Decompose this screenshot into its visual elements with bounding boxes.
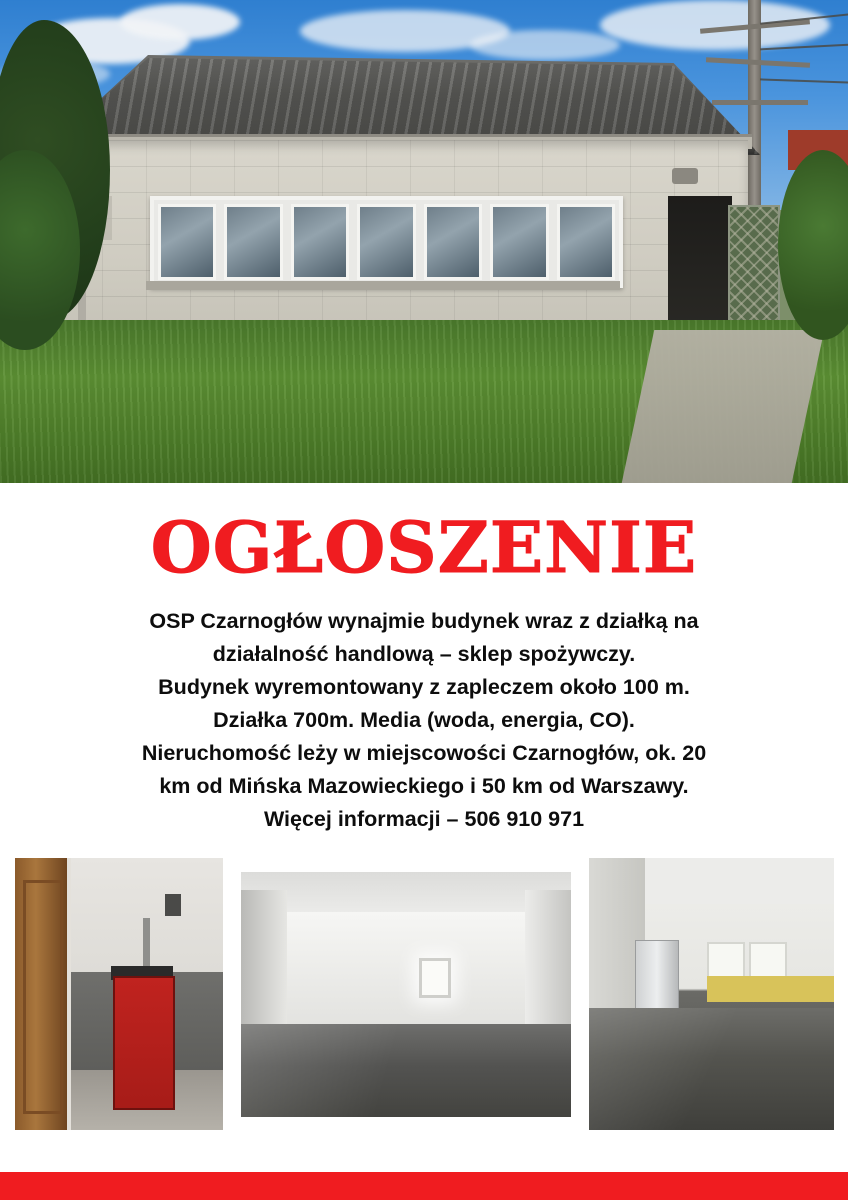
concrete-path xyxy=(622,330,825,483)
text-line: Nieruchomość leży w miejscowości Czarnogłów, ok. 20 xyxy=(141,741,707,765)
contact-line: Więcej informacji – 506 910 971 xyxy=(263,807,585,831)
bottom-accent-bar xyxy=(0,1172,848,1200)
floor-reflection xyxy=(241,1024,571,1117)
yellow-wall-stripe xyxy=(707,976,834,1002)
window-pane xyxy=(158,204,216,280)
pole-arm xyxy=(712,100,808,105)
window xyxy=(707,942,745,978)
thumbnail-gallery xyxy=(0,858,848,1130)
text-line: OSP Czarnogłów wynajmie budynek wraz z działką na xyxy=(149,609,699,633)
text-line: działalność handlową – sklep spożywczy. xyxy=(212,642,636,666)
cloud xyxy=(470,30,620,60)
text-line: km od Mińska Mazowieckiego i 50 km od Warszawy. xyxy=(159,774,689,798)
window-pane xyxy=(357,204,415,280)
window-pane xyxy=(424,204,482,280)
entrance-door xyxy=(668,196,732,336)
poster-content xyxy=(0,483,848,1130)
window-pane xyxy=(224,204,282,280)
thumbnail-boiler-room xyxy=(15,858,223,1130)
thumbnail-shop-hall xyxy=(589,858,834,1130)
window-pane xyxy=(490,204,548,280)
floor-reflection xyxy=(589,1008,834,1130)
window-sill xyxy=(146,281,620,290)
wall-box xyxy=(165,894,181,916)
door-panel xyxy=(23,880,63,1114)
wall-vent xyxy=(672,168,698,184)
announcement-text xyxy=(0,605,848,836)
back-wall xyxy=(285,912,529,1024)
page-title: OGŁOSZENIE xyxy=(150,506,698,589)
window-band xyxy=(150,196,623,288)
wooden-door xyxy=(15,858,71,1130)
window-pane xyxy=(557,204,615,280)
text-line: Działka 700m. Media (woda, energia, CO). xyxy=(213,708,635,732)
window-pane xyxy=(291,204,349,280)
red-boiler xyxy=(113,976,175,1110)
window xyxy=(419,958,451,998)
window xyxy=(749,942,787,978)
mesh-gate xyxy=(728,205,780,334)
thumbnail-empty-room xyxy=(241,872,571,1117)
hero-photo xyxy=(0,0,848,483)
cloud xyxy=(120,4,240,40)
text-line: Budynek wyremontowany z zapleczem około 100 m. xyxy=(158,675,690,699)
